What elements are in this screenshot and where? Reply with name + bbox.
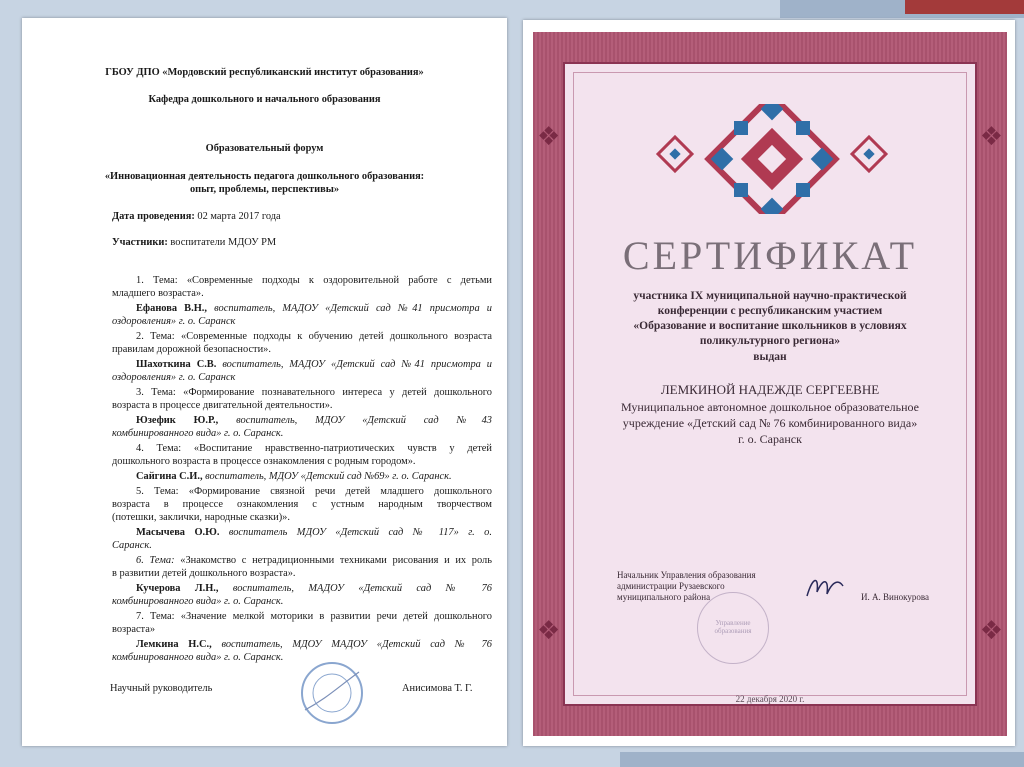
date-row	[112, 210, 281, 223]
certificate-stamp	[697, 592, 769, 664]
signer-line-1: Начальник Управления образования	[617, 570, 756, 580]
date-value: 02 марта 2017 года	[197, 211, 281, 222]
certificate-inner	[563, 62, 977, 706]
item-7-author: Лемкина Н.С., воспитатель, МДОУ МАДОУ «Детский сад № 76	[136, 639, 492, 650]
item-5-line-3: (потешки, заклички, народные сказки)».	[112, 512, 290, 523]
certificate-date: 22 декабря 2020 г.	[735, 694, 805, 704]
certificate-title: СЕРТИФИКАТ	[622, 233, 918, 278]
supervisor-label: Научный руководитель	[110, 683, 213, 694]
supervisor-name: Анисимова Т. Г.	[402, 683, 473, 694]
certificate-frame	[533, 32, 1007, 736]
item-2-line-2: правилам дорожной безопасности».	[112, 344, 271, 355]
background-stripe-bottom	[620, 752, 1024, 767]
signer-line-2: администрации Рузаевского	[617, 581, 725, 591]
ornament-right-top-icon: ❖	[979, 122, 1003, 152]
round-stamp	[297, 658, 367, 728]
participants-row	[112, 236, 276, 249]
cert-issued: выдан	[753, 351, 787, 363]
event-title: Образовательный форум	[205, 143, 324, 154]
item-2-author: Шахоткина С.В. воспитатель, МАДОУ «Детский сад №41 присмотра и	[136, 359, 493, 370]
certificate	[523, 20, 1015, 746]
org-title: ГБОУ ДПО «Мордовский республиканский институт образования»	[105, 67, 424, 78]
national-ornament-icon	[647, 104, 897, 214]
item-6-author: Кучерова Л.Н., воспитатель, МАДОУ «Детский сад № 76	[136, 583, 492, 594]
item-5-line-1: 5. Тема: «Формирование связной речи детей младшего дошкольного	[136, 486, 492, 497]
item-3-author: Юзефик Ю.Р., воспитатель, МДОУ «Детский сад №43	[136, 415, 492, 426]
dept-title: Кафедра дошкольного и начального образования	[148, 94, 381, 105]
item-4-author: Сайгина С.И., воспитатель, МДОУ «Детский сад №69» г. о. Саранск.	[136, 471, 452, 482]
item-2-line-1: 2. Тема: «Современные подходы к обучению детей дошкольного возраста	[136, 331, 492, 342]
cert-line-1: участника IX муниципальной научно-практической	[633, 290, 907, 302]
signature-icon	[805, 572, 845, 600]
theme-line-2: опыт, проблемы, перспективы»	[189, 184, 340, 195]
institution-line-1: Муниципальное автономное дошкольное образовательное	[620, 400, 920, 414]
item-5-author-2: Саранск.	[112, 540, 152, 551]
cert-line-2: конференции с республиканским участием	[657, 305, 883, 317]
item-1-author-2: оздоровления» г. о. Саранск	[112, 316, 236, 327]
participants-label: Участники:	[112, 237, 168, 248]
item-1-line-2: младшего возраста».	[112, 288, 204, 299]
ornament-left-top-icon: ❖	[537, 122, 561, 152]
program-document	[22, 18, 507, 746]
item-7-line-1: 7. Тема: «Значение мелкой моторики в развитии речи детей дошкольного	[136, 611, 492, 622]
item-5-author: Масычева О.Ю. воспитатель МДОУ «Детский сад № 117» г. о.	[136, 527, 492, 538]
item-3-line-1: 3. Тема: «Формирование познавательного интереса у детей дошкольного	[136, 387, 492, 398]
background-stripe-red	[905, 0, 1024, 14]
item-4-line-1: 4. Тема: «Воспитание нравственно-патриотических чувств у детей	[136, 443, 492, 454]
signer-line-3: муниципального района	[617, 592, 711, 602]
item-7-author-2: комбинированного вида» г. о. Саранск.	[112, 652, 284, 663]
item-1-line-1: 1. Тема: «Современные подходы к оздоровительной работе с детьми	[136, 275, 492, 286]
institution-line-3: г. о. Саранск	[738, 432, 802, 446]
item-1-author: Ефанова В.Н., воспитатель, МАДОУ «Детский сад №41 присмотра и	[136, 303, 492, 314]
institution-line-2: учреждение «Детский сад № 76 комбинированного вида»	[622, 416, 918, 430]
ornament-right-bottom-icon: ❖	[979, 616, 1003, 646]
cert-line-4: поликультурного региона»	[699, 335, 841, 347]
item-5-line-2: возраста в процессе ознакомления с устным народным творчеством	[112, 499, 492, 510]
date-label: Дата проведения:	[112, 211, 195, 222]
item-6-line-1: 6. Тема: «Знакомство с нетрадиционными техниками рисования и их роль	[136, 555, 492, 566]
theme-line-1: «Инновационная деятельность педагога дошкольного образования:	[104, 171, 425, 182]
cert-line-3: «Образование и воспитание школьников в условиях	[633, 320, 907, 332]
item-3-line-2: возраста в процессе двигательной деятельности».	[112, 400, 333, 411]
ornament-left-bottom-icon: ❖	[537, 616, 561, 646]
stamp-text: Управление образования	[714, 619, 752, 635]
recipient-name: ЛЕМКИНОЙ НАДЕЖДЕ СЕРГЕЕВНЕ	[660, 382, 880, 397]
participants-value: воспитатели МДОУ РМ	[170, 237, 277, 248]
signer-name: И. А. Винокурова	[861, 592, 930, 602]
item-6-line-2: в развитии детей дошкольного возраста».	[112, 568, 296, 579]
item-6-author-2: комбинированного вида» г. о. Саранск.	[112, 596, 284, 607]
item-4-line-2: дошкольного возраста в процессе ознакомления с родным городом».	[112, 456, 416, 467]
item-2-author-2: оздоровления» г. о. Саранск	[112, 372, 236, 383]
item-3-author-2: комбинированного вида» г. о. Саранск.	[112, 428, 284, 439]
item-7-line-2: возраста»	[112, 624, 156, 635]
